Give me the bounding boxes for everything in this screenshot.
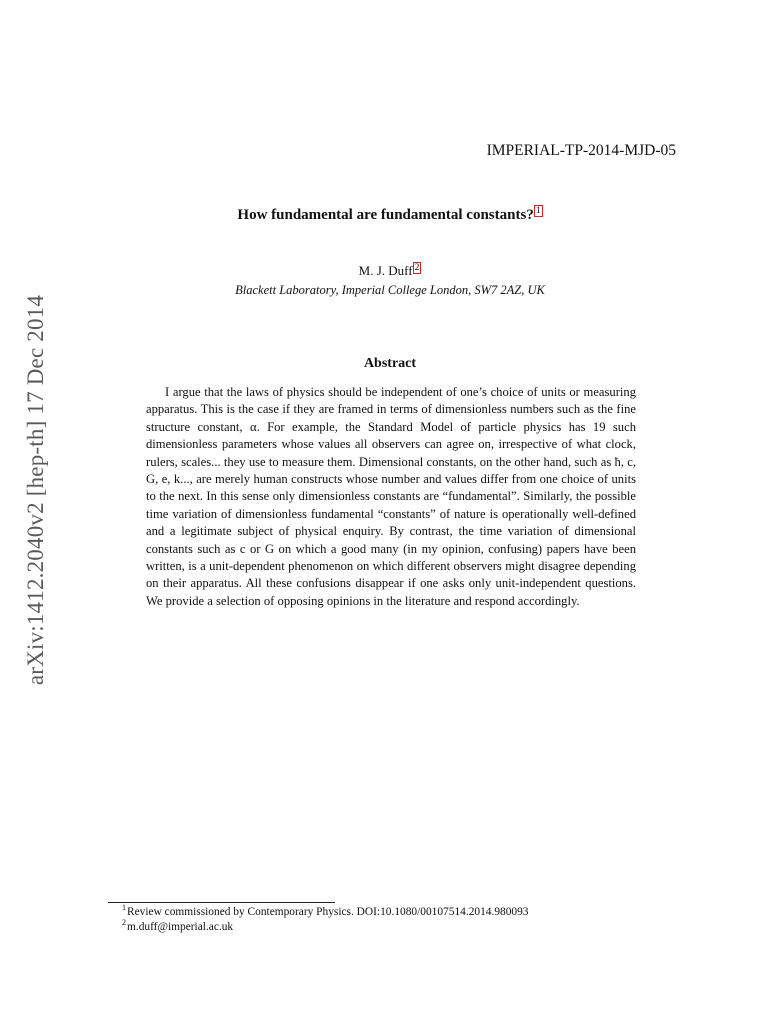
footnote-divider — [108, 902, 335, 903]
title-footnote-link[interactable]: 1 — [535, 206, 541, 216]
author-line — [0, 263, 768, 279]
footnote-1-mark: 1 — [122, 903, 126, 913]
author-footnote-link[interactable]: 2 — [414, 262, 420, 273]
footnotes — [122, 905, 682, 935]
affiliation: Blackett Laboratory, Imperial College London, SW7 2AZ, UK — [235, 283, 545, 297]
author-name: M. J. Duff — [358, 263, 413, 278]
footnote-2-mark: 2 — [122, 918, 126, 928]
footnote-2-email[interactable]: m.duff@imperial.ac.uk — [127, 921, 234, 933]
report-number: IMPERIAL-TP-2014-MJD-05 — [486, 142, 676, 159]
arxiv-side-stamp — [14, 280, 58, 700]
paper-title — [0, 207, 768, 224]
arxiv-identifier: arXiv:1412.2040v2 [hep-th] 17 Dec 2014 — [23, 294, 48, 686]
paper-title-text: How fundamental are fundamental constants? — [237, 207, 534, 223]
abstract-body: I argue that the laws of physics should be independent of one’s choice of units or measuring apparatus. This is the case if they are framed in terms of dimensionless numbers such as the fine structure constant, α. For example, the Standard Model of particle physics has 19 such dimensionless parameters whose values all observers can agree on, irrespective of what clock, rulers, scales... they use to measure them. Dimensional constants, on the other hand, such as ħ, c, G, e, k..., are merely human constructs whose number and values differ from one choice of units to the next. In this sense only dimensionless constants are “fundamental”. Similarly, the possible time variation of dimensionless fundamental “constants” of nature is operationally well-defined and a legitimate subject of physical enquiry. By contrast, the time variation of dimensional constants such as c or G on which a good many (in my opinion, confusing) papers have been written, is a unit-dependent phenomenon on which different observers might disagree depending on their apparatus. All these confusions disappear if one asks only unit-independent questions. We provide a selection of opposing opinions in the literature and respond accordingly. — [146, 385, 636, 608]
footnote-1 — [122, 905, 682, 920]
footnote-1-text: Review commissioned by Contemporary Physics. DOI:10.1080/00107514.2014.980093 — [127, 906, 529, 918]
abstract-heading: Abstract — [363, 356, 417, 371]
footnote-2 — [122, 920, 682, 935]
